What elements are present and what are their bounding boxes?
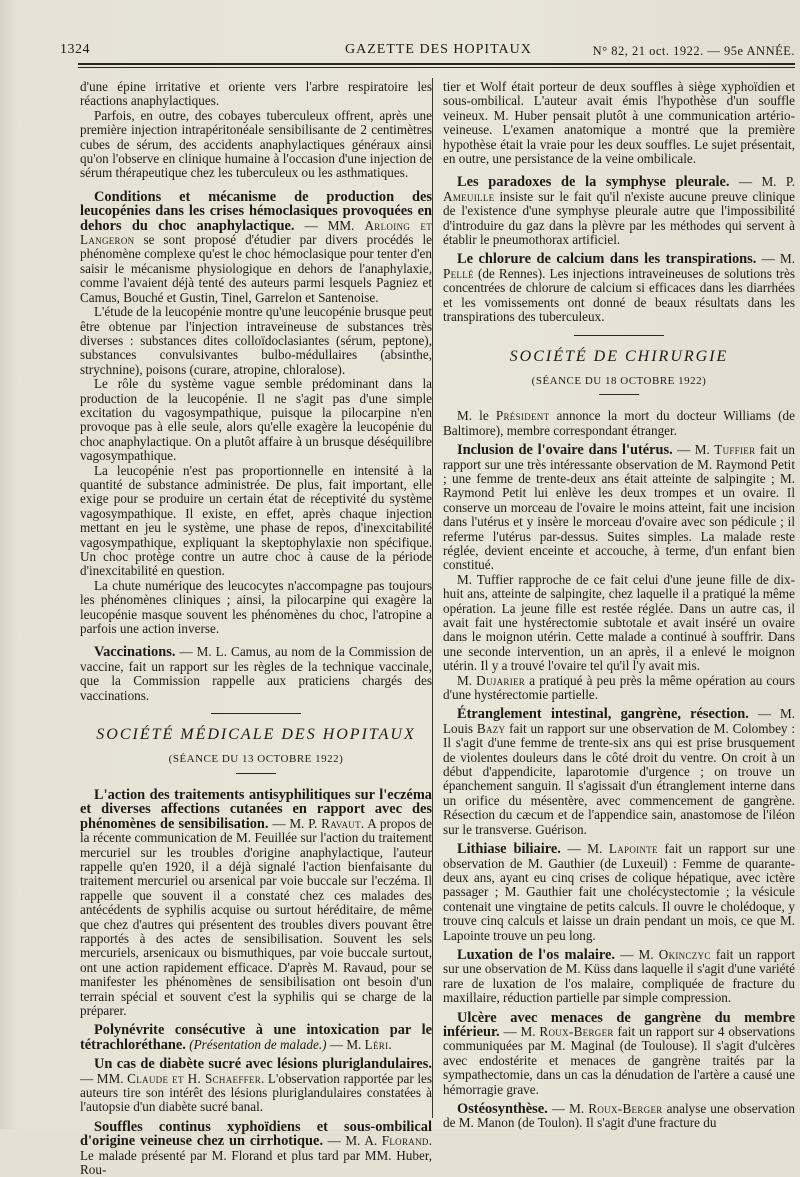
article-heading: Les paradoxes de la symphyse pleurale. bbox=[457, 174, 730, 191]
article-leri: Polynévrite consécutive à une intoxication par le tétrachloréthane. (Présentation de malade.) — M. Léri. bbox=[80, 1022, 432, 1053]
paragraph: d'une épine irritative et oriente vers l'arbre respiratoire les réactions anaphylactiques. bbox=[80, 79, 432, 109]
article-lapointe: Lithiase biliaire. — M. Lapointe fait un rapport sur une observation de M. Gauthier (de Luxeuil) : Femme de quarante-deux ans, ayant eu cinq crises de colique hépatique, avec ictère passager ; M. Gauthier fait une cholécystectomie ; la vésicule contenait une vingtaine de petits calculs. Il ouvre le cholédoque, y trouve cinq calculs et laisse un drain pendant un mois, ce que M. Lapointe trouve un peu long. bbox=[443, 841, 795, 943]
journal-title: GAZETTE DES HOPITAUX bbox=[345, 42, 532, 57]
article-roux-berger-ulcere: Ulcère avec menaces de gangrène du membre inférieur. — M. Roux-Berger fait un rapport sur 4 observations communiquées par M. Maginal (de Toulouse). Il s'agit d'ulcères avec endostérite et menaces de gangrène traités par la sympathectomie, dans un cas la dénudation de l'artère a causé une hémorragie grave. bbox=[443, 1009, 795, 1097]
article-heading: Vaccinations. bbox=[94, 644, 176, 661]
article-heading: Luxation de l'os malaire. bbox=[457, 946, 616, 963]
article-heading: Lithiase biliaire. bbox=[457, 841, 561, 858]
author-name: Ravaut bbox=[321, 815, 361, 831]
author-name: Arloing et Langeron bbox=[80, 217, 433, 248]
section-rule-small bbox=[599, 394, 639, 395]
article-heading: Inclusion de l'ovaire dans l'utérus. bbox=[457, 442, 673, 459]
article-arloing: Conditions et mécanisme de production des leucopénies dans les crises hémoclasiques provoquées en dehors du choc anaphylactique. — MM. Arloing et Langeron se sont proposé d'étudier par divers procédés le phénomène complexe qu'est le choc hémoclasique pour tenter d'en saisir le mécanisme physiologique en dehors de l'anaphylaxie, comme l'avaient déjà tenté des auteurs parmi lesquels Pagniez et Camus, Bouché et Gustin, Tinel, Garrelon et Santenoise. bbox=[80, 188, 433, 305]
article-heading: Ostéosynthèse. bbox=[457, 1101, 548, 1117]
article-tuffier: Inclusion de l'ovaire dans l'utérus. — M. Tuffier fait un rapport sur une très intéressante observation de M. Raymond Petit ; une femme de trente-deux ans était atteinte de salpingite ; M. Raymond Petit lui enlève les deux trompes et un ovaire. Il conserve un morceau de l'ovaire le moins atteint, fait une incision dans l'utérus et y insère le morceau d'ovaire avec son pédicule ; il referme l'utérus par-dessus. Suites simples. La malade reste réglée, devient enceinte et accouche, à terme, d'un enfant bien constitué. bbox=[443, 442, 795, 573]
article-bazy: Étranglement intestinal, gangrène, résection. — M. Louis Bazy fait un rapport sur une observation de M. Colombey : Il s'agit d'une femme de trente-six ans qui est prise brusquement de violentes douleurs dans le côté droit du ventre. On croit à un début d'appendicite, laparotomie d'urgence ; on trouve un épanchement sanguin. Il s'agissait d'un étranglement interne dans un orifice du mésentère, avec commencement de gangrène. Résection du cæcum et de l'appendice sain, anastomose de l'iléon sur le transverse. Guérison. bbox=[443, 706, 795, 837]
article-ameuille: Les paradoxes de la symphyse pleurale. — M. P. Ameuille insiste sur le fait qu'il n'existe aucune preuve clinique de l'existence d'une symphyse pleurale autre que l'impossibilité d'introduire du gaz dans la plèvre par les méthodes qui servent à établir le pneumothorax artificiel. bbox=[443, 174, 795, 248]
paragraph: tier et Wolf était porteur de deux souffles à siège xyphoïdien et sous-ombilical. L'auteur avait émis l'hypothèse d'un souffle veineux. M. Huber pensait plutôt à une communication artério-veineuse. L'examen anatomique a montré que la première hypothèse était la vraie pour les deux souffles. Le sujet présentait, en outre, une persistance de la veine ombilicale. bbox=[443, 79, 795, 167]
article-heading: Étranglement intestinal, gangrène, résection. bbox=[457, 706, 749, 723]
article-roux-berger-osteo: Ostéosynthèse. — M. Roux-Berger analyse une observation de M. Manon (de Toulon). Il s'agit d'une fracture du bbox=[443, 1101, 795, 1131]
article-heading: Un cas de diabète sucré avec lésions pluriglandulaires. bbox=[94, 1056, 432, 1073]
author-name: Claude et H. Schaeffer bbox=[127, 1070, 262, 1086]
author-name: Okinczyc bbox=[658, 946, 711, 962]
section-title: SOCIÉTÉ MÉDICALE DES HOPITAUX bbox=[96, 726, 416, 744]
paragraph: La leucopénie n'est pas proportionnelle en intensité à la quantité de substance administrée. De plus, fait important, elle exige pour se produire un certain état de réceptivité du système vagosympathique. Il existe, en effet, après chaque injection mettant en jeu le système, une phase de repos, d'inexcitabilité vagosympathique, expliquant la skeptophylaxie non spécifique. Un choc protège contre un autre choc à cause de la période d'inexcitabilité en question. bbox=[80, 462, 432, 579]
article-heading: Polynévrite consécutive à une intoxication par le tétrachloréthane. bbox=[80, 1022, 432, 1053]
author-name: Bazy bbox=[476, 720, 506, 736]
right-column bbox=[443, 80, 795, 1131]
article-heading: L'action des traitements antisyphilitiques sur l'eczéma et diverses affections cutanées en rapport avec des phénomènes de sensibilisation. bbox=[80, 786, 432, 832]
issue-line: N° 82, 21 oct. 1922. — 95e ANNÉE. bbox=[592, 44, 795, 58]
author-name: Florand bbox=[381, 1133, 429, 1149]
author-name: Roux-Berger bbox=[588, 1101, 663, 1116]
article-heading: Ulcère avec menaces de gangrène du membre inférieur. bbox=[443, 1009, 795, 1040]
article-ravaut: L'action des traitements antisyphilitiques sur l'eczéma et diverses affections cutanées en rapport avec des phénomènes de sensibilisation. — M. P. Ravaut. A propos de la récente communication de M. Feuillée sur l'action du traitement mercuriel sur les troubles d'origine anaphylactique, l'auteur rappelle qu'en 1920, il a déjà signalé l'action bienfaisante du traitement mercuriel ou arsenical par voie buccale sur l'eczéma. Il rappelle que souvent il a constaté chez ces malades des antécédents de syphilis acquise ou surtout héréditaire, de même que chez d'autres qui présentent des troubles divers pouvant être rapportés à des actes de sensibilisation. Souvent les sels mercuriels, arsenicaux ou bismuthiques, par voie buccale surtout, ont une action rapidement efficace. D'après M. Ravaud, pour se manifester les phénomènes de sensibilisation ont besoin d'un terrain spécial et souvent c'est la syphilis qui se charge de la préparer. bbox=[80, 786, 432, 1018]
section-rule-small bbox=[236, 773, 276, 774]
author-name: Pellé bbox=[443, 265, 474, 281]
article-claude: Un cas de diabète sucré avec lésions pluriglandulaires. — MM. Claude et H. Schaeffer. L'observation rapportée par les auteurs tire son intérêt des lésions pluriglandulaires constatées à l'autopsie d'un diabète sucré banal. bbox=[80, 1056, 432, 1115]
column-divider bbox=[432, 78, 433, 1118]
article-florand: Souffles continus xyphoïdiens et sous-ombilical d'origine veineuse chez un cirrhotique. — M. A. Florand. Le malade présenté par M. Florand et plus tard par MM. Huber, Rou- bbox=[80, 1118, 432, 1177]
left-column bbox=[80, 80, 432, 1177]
author-name: Léri bbox=[364, 1036, 389, 1052]
article-okinczyc: Luxation de l'os malaire. — M. Okinczyc fait un rapport sur une observation de M. Küss dans laquelle il s'agit d'une variété rare de luxation de l'os malaire, compliquée de fracture du maxillaire, réduction partielle par simple compression. bbox=[443, 946, 796, 1006]
article-vaccinations: Vaccinations. — M. L. Camus, au nom de la Commission de vaccine, fait un rapport sur les règles de la technique vaccinale, que la Commission rappelle aux praticiens chargés des vaccinations. bbox=[80, 644, 432, 703]
paragraph: M. Tuffier rapproche de ce fait celui d'une jeune fille de dix-huit ans, atteinte de salpingite, chez laquelle il a pratiqué la même opération. La jeune fille est restée réglée. Dans un autre cas, il avait fait une hystérectomie subtotale et avait inséré un ovaire dans le moignon utérin. Cette malade a continué à souffrir. Dans une seconde intervention, un an après, il a enlevé le moignon utérin. Il y a trouvé l'ovaire tel qu'il l'y avait mis. bbox=[443, 571, 795, 674]
section-subtitle: (SÉANCE DU 13 OCTOBRE 1922) bbox=[168, 753, 344, 766]
page-number: 1324 bbox=[60, 42, 90, 57]
header-rule bbox=[78, 63, 795, 65]
author-name: Roux-Berger bbox=[539, 1023, 614, 1039]
paragraph: Le rôle du système vague semble prédominant dans la production de la leucopénie. Il ne s'agit pas d'une simple excitation du vagosympathique, puisque la pilocarpine n'en provoque pas à elle seule, alors qu'elle exagère la leucopénie du choc anaphylactique. On a plutôt affaire à un brusque déséquilibre vagosympathique. bbox=[80, 376, 432, 464]
article-heading: Conditions et mécanisme de production des leucopénies dans les crises hémoclasiques provoquées en dehors du choc anaphylactique. bbox=[80, 188, 432, 234]
article-president: M. le Président annonce la mort du docteur Williams (de Baltimore), membre correspondant étranger. bbox=[443, 408, 795, 438]
author-name: Ameuille bbox=[443, 188, 495, 204]
page-header bbox=[60, 40, 795, 62]
author-name: Lapointe bbox=[608, 841, 658, 857]
author-name: Tuffier bbox=[714, 442, 756, 458]
header-rule-thin bbox=[78, 67, 795, 68]
section-title: SOCIÉTÉ DE CHIRURGIE bbox=[509, 347, 729, 365]
paragraph: Parfois, en outre, des cobayes tuberculeux offrent, après une première injection intrapéritonéale sensibilisante de 2 centimètres cubes de sérum, des accidents anaphylactiques généraux ainsi qu'on l'observe en clinique humaine à l'occasion d'une injection de sérum thérapeutique chez les tuberculeux ou les asthmatiques. bbox=[80, 107, 432, 181]
article-heading: Souffles continus xyphoïdiens et sous-ombilical d'origine veineuse chez un cirrhotique. bbox=[80, 1118, 432, 1150]
section-rule bbox=[211, 713, 301, 714]
article-heading: Le chlorure de calcium dans les transpirations. bbox=[457, 251, 757, 268]
paragraph: La chute numérique des leucocytes n'accompagne pas toujours les phénomènes cliniques ; ainsi, la pilocarpine qui exagère la leucopénie masque souvent les phénomènes du choc, l'atropine a parfois une action inverse. bbox=[80, 577, 432, 637]
section-subtitle: (SÉANCE DU 18 OCTOBRE 1922) bbox=[531, 374, 707, 387]
paragraph: M. Dujarier a pratiqué à peu près la même opération au cours d'une hystérectomie partielle. bbox=[443, 672, 795, 703]
author-name: Dujarier bbox=[476, 672, 526, 688]
section-rule bbox=[574, 335, 664, 336]
paragraph: L'étude de la leucopénie montre qu'une leucopénie brusque peut être obtenue par l'injection intraveineuse de substances très diverses : substances dites colloïdoclasiantes (sérum, peptone), substances convulsivantes bulbo-médullaires (absinthe, strychnine), poisons (curare, atropine, chloralose). bbox=[80, 304, 432, 377]
author-name: Président bbox=[495, 408, 550, 424]
article-pelle: Le chlorure de calcium dans les transpirations. — M. Pellé (de Rennes). Les injections intraveineuses de solutions très concentrées de chlorure de calcium si efficaces dans les diarrhées et les vomissements ont donné de beaux résultats dans les transpirations des tuberculeux. bbox=[443, 251, 795, 325]
